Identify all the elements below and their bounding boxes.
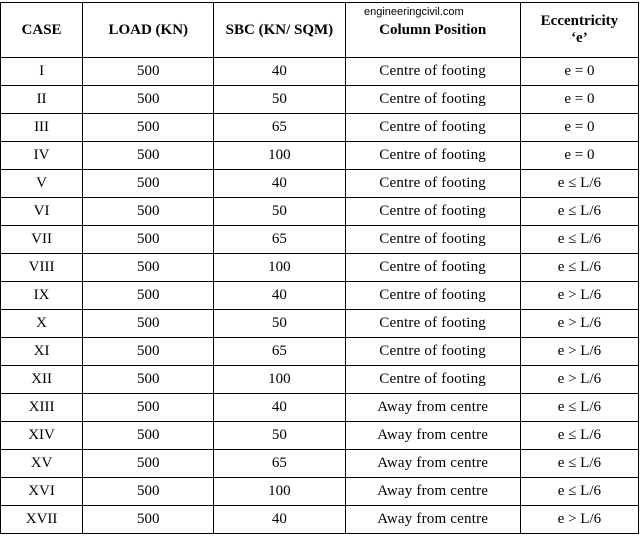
table-row: [1, 170, 639, 198]
cell-sbc: 100: [214, 254, 345, 282]
cell-case: XVII: [1, 506, 83, 534]
cell-column-position: Centre of footing: [345, 226, 520, 254]
cell-case: XIII: [1, 394, 83, 422]
cell-eccentricity: e ≤ L/6: [520, 254, 638, 282]
cell-load: 500: [83, 114, 214, 142]
cell-sbc: 100: [214, 478, 345, 506]
cell-sbc: 40: [214, 170, 345, 198]
header-sbc: SBC (KN/ SQM): [214, 3, 345, 58]
cell-load: 500: [83, 478, 214, 506]
cell-case: VI: [1, 198, 83, 226]
cell-case: XIV: [1, 422, 83, 450]
table-row: [1, 310, 639, 338]
cell-eccentricity: e > L/6: [520, 506, 638, 534]
watermark: engineeringcivil.com: [364, 6, 464, 18]
cell-sbc: 40: [214, 58, 345, 86]
cell-column-position: Centre of footing: [345, 310, 520, 338]
cell-case: IX: [1, 282, 83, 310]
cell-load: 500: [83, 170, 214, 198]
table-row: [1, 394, 639, 422]
table-row: [1, 422, 639, 450]
cell-column-position: Away from centre: [345, 422, 520, 450]
cell-case: II: [1, 86, 83, 114]
cell-sbc: 40: [214, 394, 345, 422]
cell-eccentricity: e > L/6: [520, 282, 638, 310]
header-eccentricity-symbol: ‘e’: [571, 30, 588, 46]
table-row: [1, 282, 639, 310]
cell-case: IV: [1, 142, 83, 170]
cell-load: 500: [83, 394, 214, 422]
cell-load: 500: [83, 226, 214, 254]
cell-sbc: 65: [214, 226, 345, 254]
table-header-row: [1, 3, 639, 58]
header-eccentricity: [520, 3, 638, 58]
cell-eccentricity: e ≤ L/6: [520, 478, 638, 506]
table-row: [1, 198, 639, 226]
cell-column-position: Centre of footing: [345, 114, 520, 142]
cell-sbc: 100: [214, 366, 345, 394]
cell-column-position: Centre of footing: [345, 198, 520, 226]
cell-column-position: Centre of footing: [345, 254, 520, 282]
cell-column-position: Centre of footing: [345, 170, 520, 198]
table-row: [1, 86, 639, 114]
cell-sbc: 50: [214, 86, 345, 114]
cell-eccentricity: e = 0: [520, 114, 638, 142]
table-row: [1, 366, 639, 394]
cell-column-position: Away from centre: [345, 450, 520, 478]
cell-case: X: [1, 310, 83, 338]
table-row: [1, 506, 639, 534]
cell-eccentricity: e ≤ L/6: [520, 394, 638, 422]
table-row: [1, 338, 639, 366]
cell-column-position: Away from centre: [345, 394, 520, 422]
cell-sbc: 40: [214, 506, 345, 534]
cell-eccentricity: e ≤ L/6: [520, 170, 638, 198]
cell-sbc: 50: [214, 310, 345, 338]
cell-eccentricity: e ≤ L/6: [520, 226, 638, 254]
cell-eccentricity: e > L/6: [520, 310, 638, 338]
cell-eccentricity: e ≤ L/6: [520, 450, 638, 478]
cell-load: 500: [83, 58, 214, 86]
cell-eccentricity: e ≤ L/6: [520, 422, 638, 450]
cell-sbc: 65: [214, 450, 345, 478]
cell-sbc: 50: [214, 198, 345, 226]
cell-load: 500: [83, 86, 214, 114]
cell-eccentricity: e > L/6: [520, 338, 638, 366]
footing-cases-table: [0, 2, 639, 534]
cell-load: 500: [83, 366, 214, 394]
cell-column-position: Centre of footing: [345, 58, 520, 86]
cell-load: 500: [83, 450, 214, 478]
cell-case: XVI: [1, 478, 83, 506]
cell-eccentricity: e = 0: [520, 58, 638, 86]
cell-load: 500: [83, 282, 214, 310]
cell-load: 500: [83, 142, 214, 170]
cell-eccentricity: e = 0: [520, 142, 638, 170]
cell-load: 500: [83, 506, 214, 534]
cell-case: I: [1, 58, 83, 86]
cell-case: III: [1, 114, 83, 142]
header-case: CASE: [1, 3, 83, 58]
cell-column-position: Centre of footing: [345, 366, 520, 394]
cell-column-position: Away from centre: [345, 506, 520, 534]
cell-load: 500: [83, 338, 214, 366]
table-row: [1, 450, 639, 478]
table-row: [1, 478, 639, 506]
cell-load: 500: [83, 310, 214, 338]
cell-sbc: 50: [214, 422, 345, 450]
cell-load: 500: [83, 198, 214, 226]
cell-load: 500: [83, 254, 214, 282]
cell-sbc: 40: [214, 282, 345, 310]
table-row: [1, 58, 639, 86]
cell-column-position: Centre of footing: [345, 86, 520, 114]
cell-sbc: 100: [214, 142, 345, 170]
header-column-position: Column Position: [345, 3, 520, 58]
header-eccentricity-label: Eccentricity: [540, 13, 619, 29]
table-row: [1, 254, 639, 282]
cell-sbc: 65: [214, 114, 345, 142]
cell-column-position: Centre of footing: [345, 282, 520, 310]
cell-sbc: 65: [214, 338, 345, 366]
cell-case: XV: [1, 450, 83, 478]
cell-eccentricity: e > L/6: [520, 366, 638, 394]
cell-eccentricity: e ≤ L/6: [520, 198, 638, 226]
cell-eccentricity: e = 0: [520, 86, 638, 114]
cell-column-position: Away from centre: [345, 478, 520, 506]
table-row: [1, 114, 639, 142]
cell-case: VII: [1, 226, 83, 254]
table-row: [1, 226, 639, 254]
cell-case: V: [1, 170, 83, 198]
header-load: LOAD (KN): [83, 3, 214, 58]
cell-column-position: Centre of footing: [345, 338, 520, 366]
cell-case: XI: [1, 338, 83, 366]
cell-load: 500: [83, 422, 214, 450]
cell-case: XII: [1, 366, 83, 394]
cell-case: VIII: [1, 254, 83, 282]
table-row: [1, 142, 639, 170]
cell-column-position: Centre of footing: [345, 142, 520, 170]
